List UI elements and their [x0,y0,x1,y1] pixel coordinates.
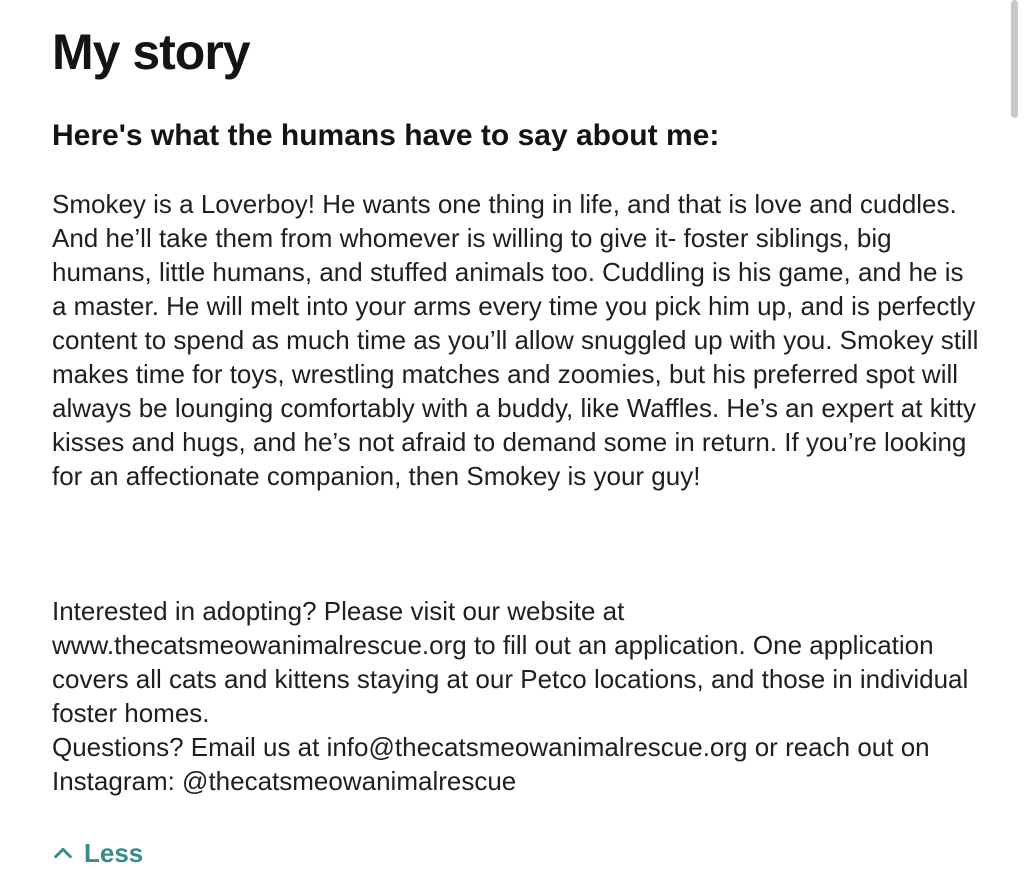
adoption-paragraph: Interested in adopting? Please visit our website at www.thecatsmeowanimalrescue.org to fill out an application. One application covers all cats and kittens staying at our Petco locations, and those in individual foster homes. [52,596,969,728]
scrollbar-thumb[interactable] [1011,0,1018,118]
chevron-up-icon [52,842,74,864]
show-less-button[interactable] [52,836,143,870]
show-less-label: Less [84,838,144,868]
questions-paragraph: Questions? Email us at info@thecatsmeowanimalrescue.org or reach out on Instagram: @thecatsmeowanimalrescue [52,732,930,796]
page-title: My story [52,24,250,80]
section-subtitle: Here's what the humans have to say about me: [52,119,720,152]
story-paragraph: Smokey is a Loverboy! He wants one thing in life, and that is love and cuddles. And he’ll take them from whomever is willing to give it- foster siblings, big humans, little humans, and stuffed animals too. Cuddling is his game, and he is a master. He will melt into your arms every time you pick him up, and is perfectly content to spend as much time as you’ll allow snuggled up with you. Smokey still makes time for toys, wrestling matches and zoomies, but his preferred spot will always be lounging comfortably with a buddy, like Waffles. He’s an expert at kitty kisses and hugs, and he’s not afraid to demand some in return. If you’re looking for an affectionate companion, then Smokey is your guy! [52,189,979,491]
adoption-info [52,594,982,798]
